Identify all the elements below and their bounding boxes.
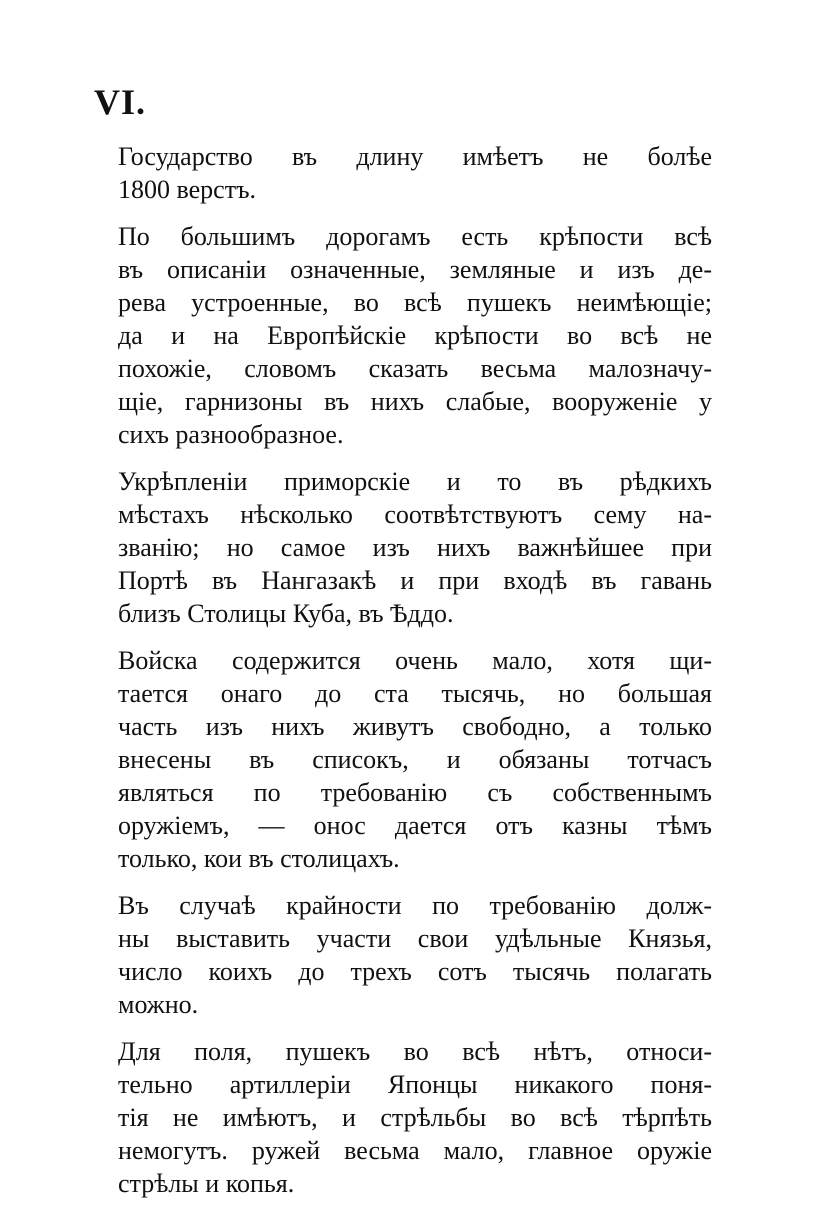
- paragraph-5: [118, 889, 712, 1021]
- text-line: часть изъ нихъ живутъ свободно, а только: [118, 712, 712, 741]
- text-line: являться по требованiю съ собственнымъ: [118, 778, 712, 807]
- text-line: щiе, гарнизоны въ нихъ слабые, вооруженiе у: [118, 387, 712, 416]
- text-line: въ описанiи означенные, земляные и изъ де-: [118, 255, 712, 284]
- text-line: По большимъ дорогамъ есть крѣпости всѣ: [118, 222, 712, 251]
- text-line: сихъ разнообразное.: [118, 420, 344, 449]
- text-line: рева устроенные, во всѣ пушекъ неимѣющiе;: [118, 288, 712, 317]
- text-line: стрѣлы и копья.: [118, 1169, 295, 1198]
- text-line: Войска содержится очень мало, хотя щи-: [118, 646, 712, 675]
- paragraph-1: [118, 140, 712, 206]
- paragraph-3: [118, 465, 712, 630]
- text-line: тiя не имѣютъ, и стрѣльбы во всѣ тѣрпѣть: [118, 1103, 712, 1132]
- section-number: VI.: [94, 82, 147, 122]
- text-line: Въ случаѣ крайности по требованiю долж-: [118, 891, 712, 920]
- text-line: похожiе, словомъ сказать весьма малозначу-: [118, 354, 712, 383]
- text-line: Укрѣпленiи приморскiе и то въ рѣдкихъ: [118, 467, 712, 496]
- text-line: ны выставить участи свои удѣльные Князья,: [118, 924, 712, 953]
- text-line: 1800 верстъ.: [118, 175, 257, 204]
- text-line: близъ Столицы Куба, въ Ѣддо.: [118, 599, 454, 628]
- text-line: тается онаго до ста тысячь, но большая: [118, 679, 712, 708]
- body-text: [118, 140, 712, 1214]
- text-line: немогутъ. ружей весьма мало, главное оружiе: [118, 1136, 712, 1165]
- paragraph-6: [118, 1035, 712, 1200]
- text-line: Портѣ въ Нангазакѣ и при входѣ въ гавань: [118, 566, 712, 595]
- text-line: да и на Европѣйскiе крѣпости во всѣ не: [118, 321, 712, 350]
- text-line: только, кои въ столицахъ.: [118, 844, 400, 873]
- text-line: число коихъ до трехъ сотъ тысячь полагать: [118, 957, 712, 986]
- text-line: Для поля, пушекъ во всѣ нѣтъ, относи-: [118, 1037, 712, 1066]
- text-line: Государство въ длину имѣетъ не болѣе: [118, 142, 712, 171]
- text-line: тельно артиллерiи Японцы никакого поня-: [118, 1070, 712, 1099]
- text-line: мѣстахъ нѣсколько соотвѣтствуютъ сему на-: [118, 500, 712, 529]
- text-line: званiю; но самое изъ нихъ важнѣйшее при: [118, 533, 712, 562]
- text-line: внесены въ списокъ, и обязаны тотчасъ: [118, 745, 712, 774]
- paragraph-2: [118, 220, 712, 451]
- paragraph-4: [118, 644, 712, 875]
- text-line: можно.: [118, 990, 199, 1019]
- text-line: оружiемъ, — онос дается отъ казны тѣмъ: [118, 811, 712, 840]
